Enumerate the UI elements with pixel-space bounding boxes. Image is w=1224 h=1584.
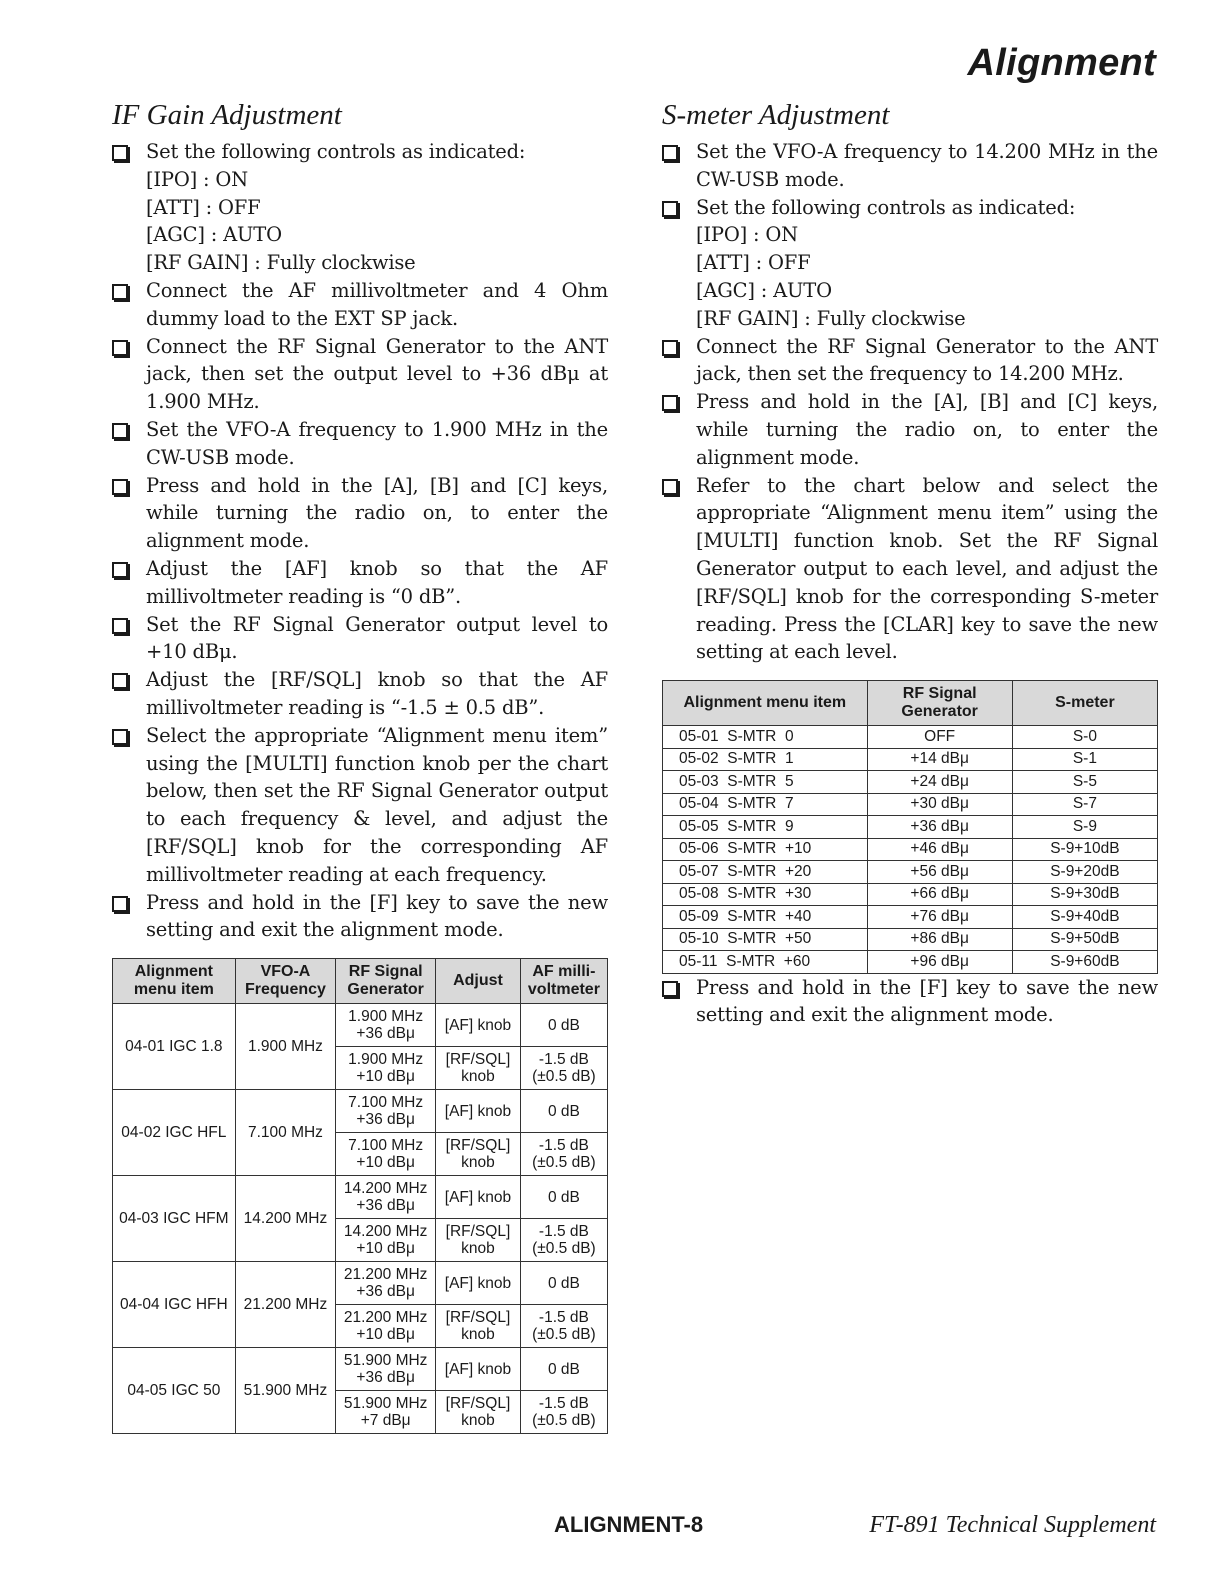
checkbox-icon xyxy=(662,201,678,217)
generator-cell: +76 dBμ xyxy=(867,906,1012,929)
table-row xyxy=(663,883,1158,906)
vfo-frequency-cell: 21.200 MHz xyxy=(235,1262,335,1348)
af-meter-cell: -1.5 dB (±0.5 dB) xyxy=(520,1391,607,1434)
table-row xyxy=(113,1262,608,1305)
step-text: Set the following controls as indicated: xyxy=(696,195,1076,219)
control-setting: [IPO] : ON xyxy=(146,167,249,191)
checkbox-icon xyxy=(112,423,128,439)
generator-cell: +24 dBμ xyxy=(867,771,1012,794)
s-meter-cell: S-9+60dB xyxy=(1012,951,1157,974)
control-setting: [RF GAIN] : Fully clockwise xyxy=(146,251,416,275)
table-row xyxy=(663,951,1158,974)
step-text: Set the following controls as indicated: xyxy=(146,140,526,163)
table-row xyxy=(113,1176,608,1219)
menu-item-cell: 05-11 S-MTR +60 xyxy=(663,951,868,974)
menu-item-cell: 05-09 S-MTR +40 xyxy=(663,906,868,929)
vfo-frequency-cell: 7.100 MHz xyxy=(235,1090,335,1176)
step-text: Press and hold in the [A], [B] and [C] keys, while turning the radio on, to enter the alignment mode. xyxy=(146,473,608,553)
step-item xyxy=(662,388,1158,471)
step-item xyxy=(662,138,1158,194)
generator-cell: OFF xyxy=(867,726,1012,749)
af-meter-cell: 0 dB xyxy=(520,1262,607,1305)
menu-item-cell: 04-05 IGC 50 xyxy=(113,1348,236,1434)
step-text: Press and hold in the [A], [B] and [C] keys, while turning the radio on, to enter the alignment mode. xyxy=(696,390,1158,469)
generator-cell: +96 dBμ xyxy=(867,951,1012,974)
generator-cell: 7.100 MHz +36 dBμ xyxy=(336,1090,436,1133)
if-gain-title: IF Gain Adjustment xyxy=(112,99,342,131)
generator-cell: 51.900 MHz +7 dBμ xyxy=(336,1391,436,1434)
generator-cell: +46 dBμ xyxy=(867,838,1012,861)
column-header: S-meter xyxy=(1012,681,1157,726)
s-meter-table xyxy=(662,680,1158,974)
column-header: RF Signal Generator xyxy=(867,681,1012,726)
table-row xyxy=(663,906,1158,929)
step-text: Select the appropriate “Alignment menu item” using the [MULTI] function knob per the chart below, then set the RF Signal Generator output to each frequency & level, and adjust the [RF/SQL] knob for the corresponding AF millivoltmeter reading at each frequency. xyxy=(146,723,608,886)
menu-item-cell: 04-04 IGC HFH xyxy=(113,1262,236,1348)
step-text: Connect the RF Signal Generator to the ANT jack, then set the output level to +36 dBμ at 1.900 MHz. xyxy=(146,334,608,414)
generator-cell: 14.200 MHz +10 dBμ xyxy=(336,1219,436,1262)
control-setting: [AGC] : AUTO xyxy=(146,223,282,247)
menu-item-cell: 04-01 IGC 1.8 xyxy=(113,1004,236,1090)
generator-cell: 1.900 MHz +36 dBμ xyxy=(336,1004,436,1047)
checkbox-icon xyxy=(662,145,678,161)
menu-item-cell: 05-06 S-MTR +10 xyxy=(663,838,868,861)
step-item xyxy=(112,277,608,333)
generator-cell: +56 dBμ xyxy=(867,861,1012,884)
step-item xyxy=(112,555,608,611)
menu-item-cell: 05-04 S-MTR 7 xyxy=(663,793,868,816)
step-item xyxy=(112,722,608,889)
checkbox-icon xyxy=(662,340,678,356)
table-row xyxy=(663,861,1158,884)
checkbox-icon xyxy=(112,896,128,912)
adjust-cell: [RF/SQL] knob xyxy=(436,1391,521,1434)
step-item xyxy=(112,889,608,945)
step-text: Connect the AF millivoltmeter and 4 Ohm dummy load to the EXT SP jack. xyxy=(146,278,608,330)
menu-item-cell: 05-02 S-MTR 1 xyxy=(663,748,868,771)
s-meter-cell: S-7 xyxy=(1012,793,1157,816)
adjust-cell: [AF] knob xyxy=(436,1348,521,1391)
generator-cell: +30 dBμ xyxy=(867,793,1012,816)
footer-document-title: FT-891 Technical Supplement xyxy=(869,1512,1156,1538)
step-item xyxy=(112,611,608,667)
adjust-cell: [RF/SQL] knob xyxy=(436,1305,521,1348)
adjust-cell: [AF] knob xyxy=(436,1262,521,1305)
step-text: Connect the RF Signal Generator to the ANT jack, then set the frequency to 14.200 MHz. xyxy=(696,334,1158,386)
step-text: Adjust the [RF/SQL] knob so that the AF millivoltmeter reading is “-1.5 ± 0.5 dB”. xyxy=(146,668,608,719)
s-meter-section xyxy=(662,96,1158,1029)
af-meter-cell: -1.5 dB (±0.5 dB) xyxy=(520,1219,607,1262)
step-text: Press and hold in the [F] key to save the new setting and exit the alignment mode. xyxy=(146,890,608,942)
table-row xyxy=(663,928,1158,951)
step-text: Adjust the [AF] knob so that the AF millivoltmeter reading is “0 dB”. xyxy=(146,556,608,608)
table-row xyxy=(663,726,1158,749)
menu-item-cell: 04-02 IGC HFL xyxy=(113,1090,236,1176)
step-item xyxy=(662,472,1158,667)
generator-cell: 14.200 MHz +36 dBμ xyxy=(336,1176,436,1219)
menu-item-cell: 05-07 S-MTR +20 xyxy=(663,861,868,884)
checkbox-icon xyxy=(112,618,128,634)
if-gain-section xyxy=(112,96,608,1434)
control-setting: [IPO] : ON xyxy=(696,223,799,247)
s-meter-cell: S-9+50dB xyxy=(1012,928,1157,951)
step-text: Set the VFO-A frequency to 1.900 MHz in the CW-USB mode. xyxy=(146,417,608,469)
adjust-cell: [AF] knob xyxy=(436,1176,521,1219)
step-text: Set the VFO-A frequency to 14.200 MHz in the CW-USB mode. xyxy=(696,140,1158,191)
table-row xyxy=(663,838,1158,861)
s-meter-cell: S-9+40dB xyxy=(1012,906,1157,929)
adjust-cell: [RF/SQL] knob xyxy=(436,1219,521,1262)
checkbox-icon xyxy=(112,284,128,300)
vfo-frequency-cell: 1.900 MHz xyxy=(235,1004,335,1090)
step-item xyxy=(112,472,608,555)
s-meter-final-steps xyxy=(662,974,1158,1030)
footer-page-number: ALIGNMENT-8 xyxy=(554,1512,704,1537)
table-header-row xyxy=(113,959,608,1004)
generator-cell: +66 dBμ xyxy=(867,883,1012,906)
s-meter-cell: S-9+30dB xyxy=(1012,883,1157,906)
step-item xyxy=(112,416,608,472)
checkbox-icon xyxy=(112,145,128,161)
af-meter-cell: 0 dB xyxy=(520,1348,607,1391)
table-row xyxy=(663,793,1158,816)
step-item xyxy=(662,194,1158,333)
generator-cell: 51.900 MHz +36 dBμ xyxy=(336,1348,436,1391)
step-item xyxy=(112,333,608,416)
s-meter-cell: S-0 xyxy=(1012,726,1157,749)
checkbox-icon xyxy=(112,479,128,495)
step-text: Set the RF Signal Generator output level to +10 dBμ. xyxy=(146,612,608,664)
control-setting: [RF GAIN] : Fully clockwise xyxy=(696,306,966,330)
if-gain-table xyxy=(112,958,608,1434)
menu-item-cell: 05-08 S-MTR +30 xyxy=(663,883,868,906)
step-text: Refer to the chart below and select the appropriate “Alignment menu item” using the [MULTI] function knob. Set the RF Signal Generator output to each level, and adjust the [RF/SQL] knob for the corresponding S-meter reading. Press the [CLAR] key to save the new setting at each level. xyxy=(696,473,1158,664)
step-item xyxy=(662,974,1158,1030)
af-meter-cell: 0 dB xyxy=(520,1176,607,1219)
column-header: Alignment menu item xyxy=(663,681,868,726)
menu-item-cell: 05-01 S-MTR 0 xyxy=(663,726,868,749)
menu-item-cell: 05-03 S-MTR 5 xyxy=(663,771,868,794)
step-item xyxy=(112,666,608,722)
generator-cell: +36 dBμ xyxy=(867,816,1012,839)
generator-cell: 21.200 MHz +10 dBμ xyxy=(336,1305,436,1348)
af-meter-cell: 0 dB xyxy=(520,1090,607,1133)
generator-cell: 21.200 MHz +36 dBμ xyxy=(336,1262,436,1305)
table-row xyxy=(663,816,1158,839)
table-row xyxy=(113,1004,608,1047)
checkbox-icon xyxy=(662,395,678,411)
s-meter-title: S-meter Adjustment xyxy=(662,99,890,131)
step-item xyxy=(662,333,1158,389)
s-meter-cell: S-9+20dB xyxy=(1012,861,1157,884)
table-row xyxy=(663,771,1158,794)
column-header: Adjust xyxy=(436,959,521,1004)
generator-cell: +14 dBμ xyxy=(867,748,1012,771)
adjust-cell: [AF] knob xyxy=(436,1004,521,1047)
checkbox-icon xyxy=(662,479,678,495)
checkbox-icon xyxy=(112,729,128,745)
control-setting: [ATT] : OFF xyxy=(146,195,261,219)
if-gain-table-body xyxy=(113,1004,608,1434)
af-meter-cell: -1.5 dB (±0.5 dB) xyxy=(520,1305,607,1348)
page-header-title: Alignment xyxy=(967,42,1156,84)
table-row xyxy=(663,748,1158,771)
s-meter-table-body xyxy=(663,726,1158,974)
adjust-cell: [AF] knob xyxy=(436,1090,521,1133)
adjust-cell: [RF/SQL] knob xyxy=(436,1047,521,1090)
adjust-cell: [RF/SQL] knob xyxy=(436,1133,521,1176)
generator-cell: 7.100 MHz +10 dBμ xyxy=(336,1133,436,1176)
control-setting: [ATT] : OFF xyxy=(696,251,811,275)
if-gain-steps xyxy=(112,138,608,944)
table-row xyxy=(113,1090,608,1133)
s-meter-steps xyxy=(662,138,1158,666)
menu-item-cell: 04-03 IGC HFM xyxy=(113,1176,236,1262)
af-meter-cell: -1.5 dB (±0.5 dB) xyxy=(520,1133,607,1176)
control-setting: [AGC] : AUTO xyxy=(696,278,832,302)
menu-item-cell: 05-05 S-MTR 9 xyxy=(663,816,868,839)
checkbox-icon xyxy=(112,673,128,689)
step-text: Press and hold in the [F] key to save the new setting and exit the alignment mode. xyxy=(696,975,1158,1027)
s-meter-cell: S-1 xyxy=(1012,748,1157,771)
af-meter-cell: 0 dB xyxy=(520,1004,607,1047)
column-header: RF Signal Generator xyxy=(336,959,436,1004)
generator-cell: +86 dBμ xyxy=(867,928,1012,951)
checkbox-icon xyxy=(662,981,678,997)
column-header: VFO-A Frequency xyxy=(235,959,335,1004)
s-meter-cell: S-9+10dB xyxy=(1012,838,1157,861)
column-header: AF milli- voltmeter xyxy=(520,959,607,1004)
generator-cell: 1.900 MHz +10 dBμ xyxy=(336,1047,436,1090)
step-item xyxy=(112,138,608,277)
af-meter-cell: -1.5 dB (±0.5 dB) xyxy=(520,1047,607,1090)
checkbox-icon xyxy=(112,340,128,356)
vfo-frequency-cell: 14.200 MHz xyxy=(235,1176,335,1262)
table-row xyxy=(113,1348,608,1391)
table-header-row xyxy=(663,681,1158,726)
s-meter-cell: S-9 xyxy=(1012,816,1157,839)
menu-item-cell: 05-10 S-MTR +50 xyxy=(663,928,868,951)
s-meter-cell: S-5 xyxy=(1012,771,1157,794)
column-header: Alignment menu item xyxy=(113,959,236,1004)
checkbox-icon xyxy=(112,562,128,578)
vfo-frequency-cell: 51.900 MHz xyxy=(235,1348,335,1434)
